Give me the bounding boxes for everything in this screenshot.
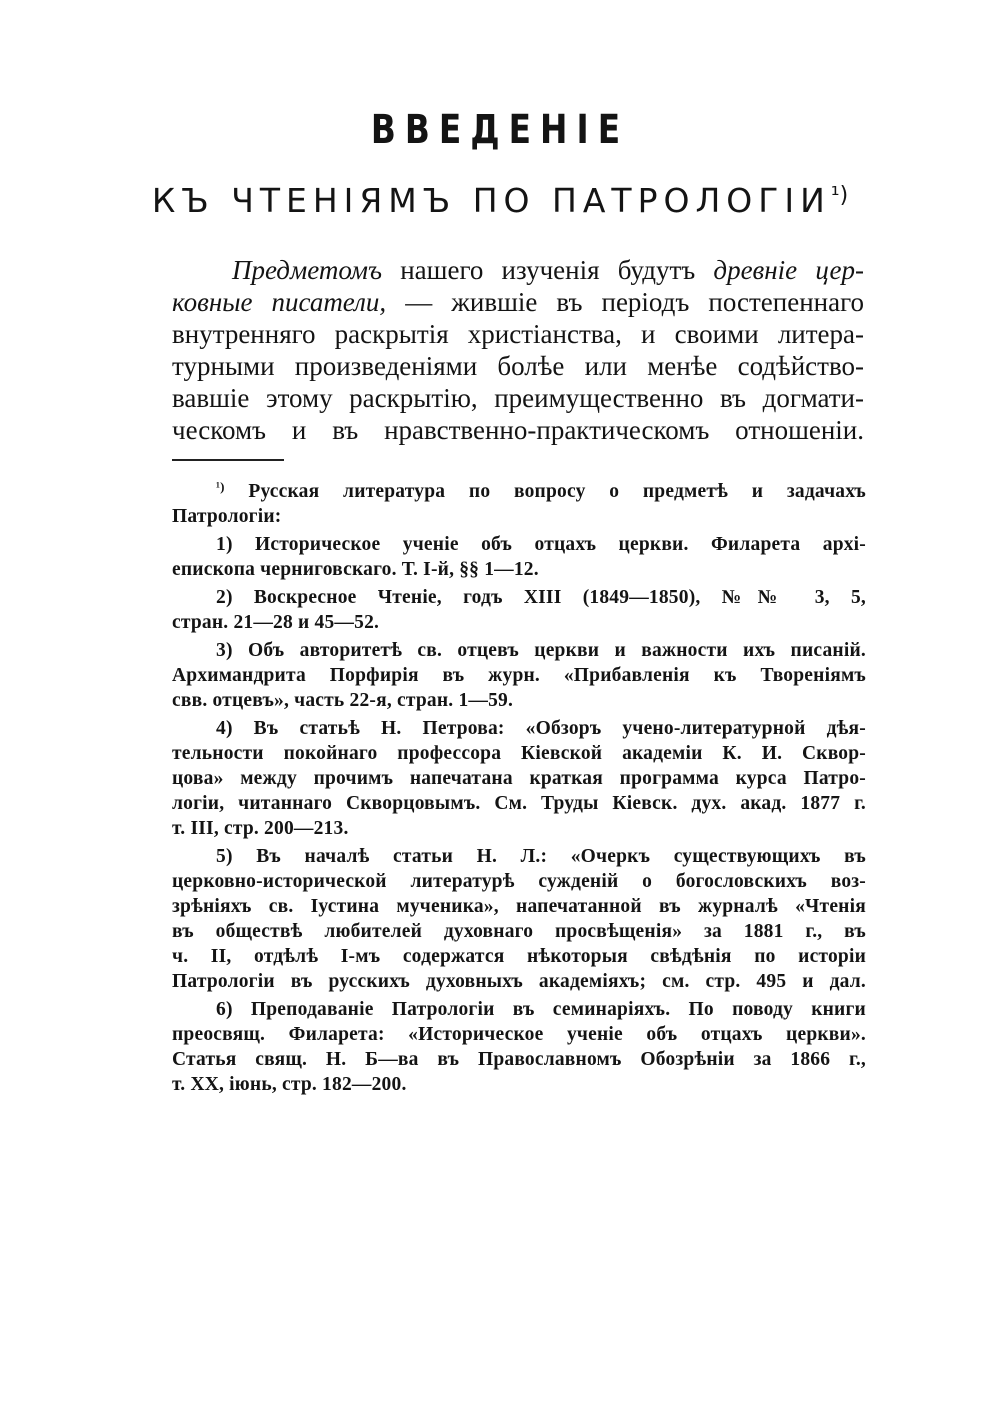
footnote-line: [172, 474, 866, 504]
footnotes: [172, 474, 866, 1097]
intro-italic-term: Предметомъ: [232, 255, 383, 285]
footnote-line: церковно-исторической литературѣ сужденій о богословскихъ воз-: [172, 871, 866, 892]
intro-line: внутренняго раскрытія христіанства, и своими литера-: [172, 319, 864, 349]
footnote-line: т. III, стр. 200—213.: [172, 818, 349, 839]
footnote-line: логіи, читаннаго Скворцовымъ. См. Труды Кіевск. дух. акад. 1877 г.: [172, 793, 866, 814]
intro-italic-term: древніе цер-: [713, 255, 864, 285]
footnote-line: Патрологіи:: [172, 506, 282, 527]
page-title: ВВЕДЕНІЕ: [370, 107, 630, 153]
intro-italic-term: ковные писатели,: [172, 287, 387, 317]
page-subtitle: [0, 172, 1000, 225]
footnote-line: 6) Преподаваніе Патрологіи въ семинаріяхъ. По поводу книги: [216, 999, 866, 1020]
footnote-line: 3) Объ авторитетѣ св. отцевъ церкви и важности ихъ писаній.: [216, 640, 866, 661]
intro-line: ческомъ и въ нравственно-практическомъ отношеніи.: [172, 415, 864, 445]
subtitle-text: КЪ ЧТЕНІЯМЪ ПО ПАТРОЛОГІИ: [151, 181, 831, 220]
footnote-line: Статья свящ. Н. Б—ва въ Православномъ Обозрѣніи за 1866 г.,: [172, 1049, 866, 1070]
footnote-line: свв. отцевъ», часть 22-я, стран. 1—59.: [172, 690, 514, 711]
footnote-line: преосвящ. Филарета: «Историческое ученіе объ отцахъ церкви».: [172, 1024, 866, 1045]
footnote-line: зрѣніяхъ св. Іустина мученика», напечатанной въ журналѣ «Чтенія: [172, 896, 866, 917]
footnote-line: 4) Въ статьѣ Н. Петрова: «Обзоръ учено-литературной дѣя-: [216, 718, 866, 739]
intro-line: [172, 286, 864, 318]
footnote-mark: ¹): [216, 479, 225, 494]
intro-line: [172, 254, 864, 286]
footnote-line: 2) Воскресное Чтеніе, годъ XIII (1849—1850), №№ 3, 5,: [216, 587, 866, 608]
footnote-line: ч. II, отдѣлѣ I-мъ содержатся нѣкоторыя свѣдѣнія по исторіи: [172, 946, 866, 967]
footnote-divider: [172, 459, 284, 461]
intro-paragraph: [172, 254, 864, 446]
footnote-line: тельности покойнаго профессора Кіевской академіи К. И. Сквор-: [172, 743, 866, 764]
footnote-line: епископа черниговскаго. Т. I-й, §§ 1—12.: [172, 559, 539, 580]
footnote-line: Архимандрита Порфирія въ журн. «Прибавленія къ Твореніямъ: [172, 665, 866, 686]
footnote-line: цова» между прочимъ напечатана краткая программа курса Патро-: [172, 768, 866, 789]
footnote-line: въ обществѣ любителей духовнаго просвѣщенія» за 1881 г., въ: [172, 921, 866, 942]
intro-line: вавшіе этому раскрытію, преимущественно въ догмати-: [172, 383, 864, 413]
footnote-line: 1) Историческое ученіе объ отцахъ церкви. Филарета архі-: [216, 534, 866, 555]
intro-line: турными произведеніями болѣе или менѣе содѣйство-: [172, 351, 864, 381]
footnote-line: 5) Въ началѣ статьи Н. Л.: «Очеркъ существующихъ въ: [216, 846, 866, 867]
intro-text: — жившіе въ періодъ постепеннаго: [386, 287, 864, 317]
footnote-line: Патрологіи въ русскихъ духовныхъ академіяхъ; см. стр. 495 и дал.: [172, 971, 866, 992]
footnote-text: Русская литература по вопросу о предметѣ и задачахъ: [248, 481, 866, 502]
footnote-line: стран. 21—28 и 45—52.: [172, 612, 380, 633]
subtitle-footnote-mark: ¹): [830, 183, 849, 208]
intro-text: нашего изученія будутъ: [382, 255, 714, 285]
footnote-line: т. XX, іюнь, стр. 182—200.: [172, 1074, 407, 1095]
